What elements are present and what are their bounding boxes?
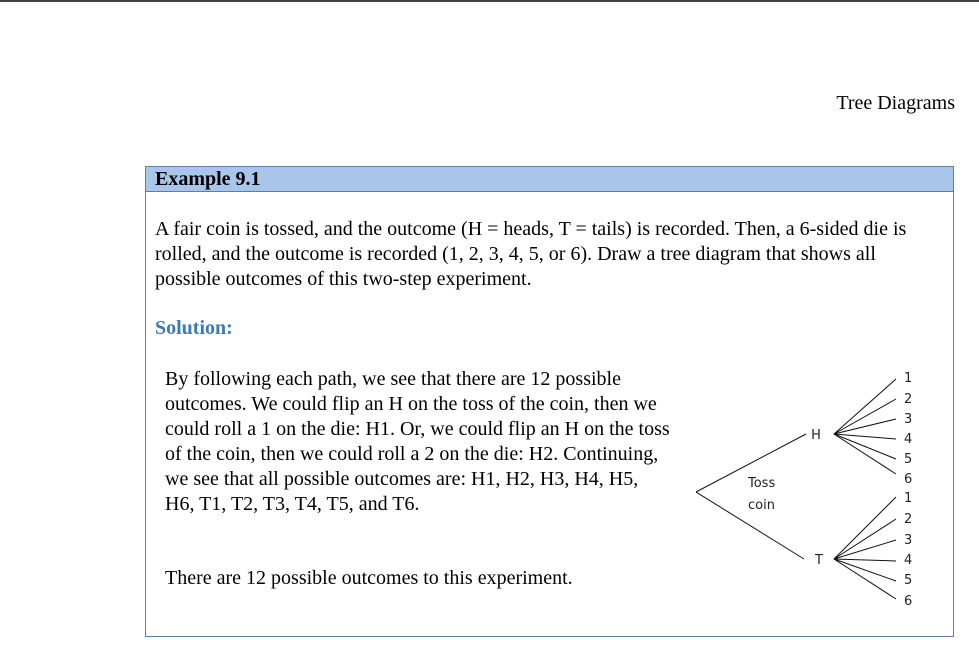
root-label-toss: Toss [748,476,776,491]
problem-statement: A fair coin is tossed, and the outcome (H = heads, T = tails) is recorded. Then, a 6-sided die is rolled, and the outcome is recorded (1, 2, 3, 4, 5, or 6). Draw a tree diagram that shows all possible outcomes of this two-step experiment. [155,218,907,290]
solution-explanation: By following each path, we see that there are 12 possible outcomes. We could flip an H on the toss of the coin, then we could roll a 1 on the die: H1. Or, we could flip an H on the toss of the coin, then we could roll a 2 on the die: H2. Continuing, we see that all possible outcomes are: H1, H2, H3, H4, H5, H6, T1, T2, T3, T4, T5, and T6. [165,368,670,515]
t-edge-6 [834,559,896,599]
t-leaf-label-2: 2 [904,512,913,527]
t-leaf-label-1: 1 [904,491,913,506]
example-title: Example 9.1 [146,167,953,192]
branch-label-t: T [815,553,823,568]
h-leaf-label-4: 4 [904,432,913,447]
h-leaf-label-2: 2 [904,392,913,407]
h-edge-6 [834,434,896,474]
t-leaf-label-4: 4 [904,553,913,568]
solution-heading: Solution: [155,317,233,339]
h-leaf-label-3: 3 [904,412,913,427]
root-label-coin: coin [748,498,775,513]
h-edge-2 [834,399,896,434]
h-leaf-label-5: 5 [904,452,913,467]
h-edge-1 [834,379,896,434]
h-leaf-label-1: 1 [904,371,913,386]
tree-diagram [696,362,926,612]
solution-conclusion: There are 12 possible outcomes to this experiment. [165,567,573,589]
t-edge-4 [834,559,896,561]
h-leaf-label-6: 6 [904,472,913,487]
h-edge-3 [834,419,896,434]
branch-label-h: H [811,428,821,443]
running-header: Tree Diagrams [836,92,955,114]
top-rule [0,0,979,2]
t-leaf-label-6: 6 [904,594,913,609]
example-box [145,166,954,637]
t-leaf-label-3: 3 [904,533,913,548]
t-edge-5 [834,559,896,581]
t-edge-2 [834,519,896,559]
h-leaf-edges [834,379,896,474]
t-leaf-edges [834,497,896,599]
t-leaf-label-5: 5 [904,573,913,588]
